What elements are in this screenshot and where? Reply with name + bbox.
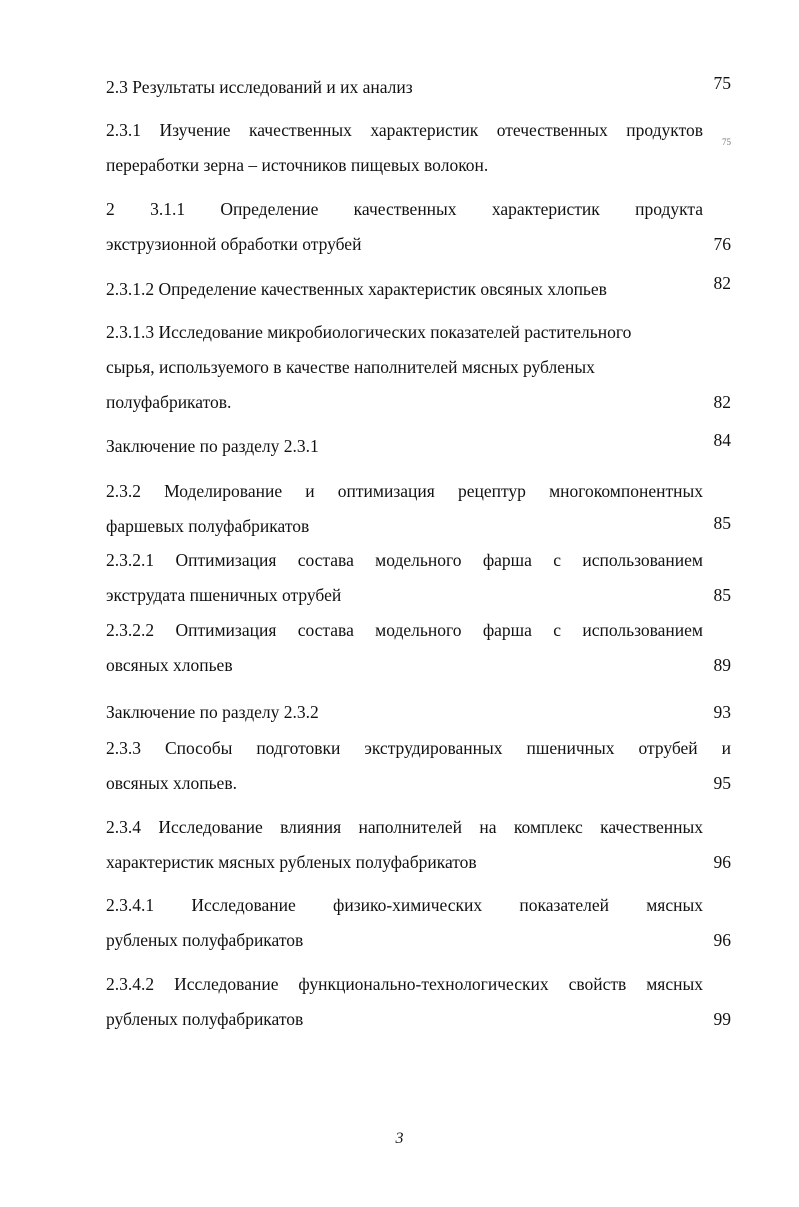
toc-line: фаршевых полуфабрикатов [106, 516, 310, 536]
toc-line: 2.3.1 Изучение качественных характеристик отечественных продуктов [106, 120, 703, 140]
page-footer-number: 3 [395, 1130, 404, 1147]
toc-entry-title [106, 474, 703, 544]
toc-entry [106, 113, 731, 183]
toc-line: экструдата пшеничных отрубей [106, 585, 342, 605]
toc-entry [106, 543, 731, 613]
toc-page-number: 93 [713, 702, 731, 722]
toc-line: сырья, используемого в качестве наполнителей мясных рубленых [106, 357, 595, 377]
toc-entry-title [106, 192, 703, 262]
toc-line: рубленых полуфабрикатов [106, 1009, 304, 1029]
toc-page-number: 96 [713, 930, 731, 950]
toc-page-number: 82 [713, 392, 731, 412]
toc-line: экструзионной обработки отрубей [106, 234, 362, 254]
toc-entry [106, 70, 731, 105]
toc-entry-title [106, 315, 703, 420]
toc-line: переработки зерна – источников пищевых волокон. [106, 155, 489, 175]
toc-entry [106, 731, 731, 801]
toc-line: овсяных хлопьев. [106, 773, 237, 793]
toc-entry [106, 474, 731, 544]
toc-line: 2.3.2 Моделирование и оптимизация рецептур многокомпонентных [106, 481, 703, 501]
toc-line: 2.3.4 Исследование влияния наполнителей на комплекс качественных [106, 817, 703, 837]
toc-line: 2.3.4.2 Исследование функционально-технологических свойств мясных [106, 974, 703, 994]
toc-line: полуфабрикатов. [106, 392, 232, 412]
toc-line: 2.3.2.1 Оптимизация состава модельного фарша с использованием [106, 550, 703, 570]
toc-page-number: 89 [713, 655, 731, 675]
toc-line: 2.3.2.2 Оптимизация состава модельного фарша с использованием [106, 620, 703, 640]
toc-line: характеристик мясных рубленых полуфабрикатов [106, 852, 477, 872]
toc-entry-title [106, 967, 703, 1037]
toc-page-number: 75 [713, 73, 731, 93]
toc-line: 2.3.1.2 Определение качественных характеристик овсяных хлопьев [106, 279, 607, 299]
toc-line: Заключение по разделу 2.3.2 [106, 702, 319, 722]
toc-page-number: 85 [713, 585, 731, 605]
toc-entry-title [106, 888, 703, 958]
toc-entry-title [106, 429, 703, 464]
toc-entry [106, 272, 731, 307]
toc-page-number: 96 [713, 852, 731, 872]
toc-line: 2.3 Результаты исследований и их анализ [106, 77, 413, 97]
toc-entry [106, 967, 731, 1037]
toc-line: 2.3.3 Способы подготовки экструдированных пшеничных отрубей и [106, 738, 731, 758]
toc-page-number: 99 [713, 1009, 731, 1029]
toc-entry [106, 613, 731, 683]
toc-entry [106, 192, 731, 262]
toc-page-number: 75 [722, 137, 731, 147]
toc-entry [106, 888, 731, 958]
toc-entry-title [106, 613, 703, 683]
toc-line: рубленых полуфабрикатов [106, 930, 304, 950]
toc-page-number: 95 [713, 773, 731, 793]
toc-line: 2.3.4.1 Исследование физико-химических показателей мясных [106, 895, 703, 915]
toc-entry [106, 429, 731, 464]
toc-entry-title [106, 272, 703, 307]
toc-line: Заключение по разделу 2.3.1 [106, 436, 319, 456]
toc-entry-title [106, 113, 703, 183]
toc-entry-title [106, 70, 703, 105]
toc-page-number: 82 [713, 273, 731, 293]
toc-page-number: 84 [713, 430, 731, 450]
toc-page-number: 76 [713, 234, 731, 254]
toc-entry [106, 810, 731, 880]
toc-entry-title [106, 695, 703, 730]
toc-line: 2 3.1.1 Определение качественных характеристик продукта [106, 199, 703, 219]
toc-entry [106, 315, 731, 420]
toc-line: овсяных хлопьев [106, 655, 233, 675]
toc-entry-title [106, 731, 731, 801]
toc-line: 2.3.1.3 Исследование микробиологических показателей растительного [106, 322, 632, 342]
toc-page-number: 85 [713, 513, 731, 533]
toc-entry [106, 695, 731, 730]
toc-entry-title [106, 810, 703, 880]
toc-entry-title [106, 543, 703, 613]
